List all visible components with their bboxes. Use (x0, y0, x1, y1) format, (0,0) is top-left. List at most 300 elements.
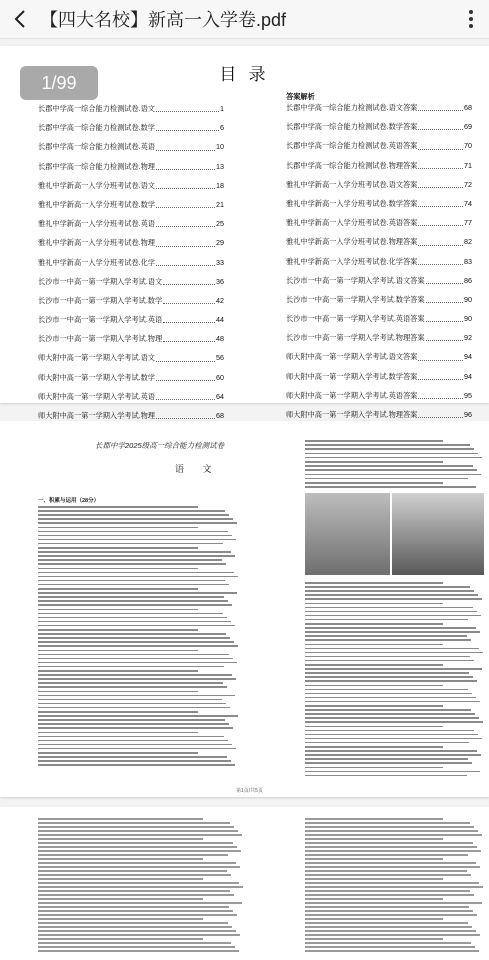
text-line (305, 709, 471, 711)
text-line (305, 838, 443, 840)
text-line (305, 693, 472, 695)
text-line (305, 676, 473, 678)
toc-leader-dots (418, 117, 463, 130)
text-line (305, 453, 478, 455)
toc-entry-page: 71 (464, 160, 472, 170)
toc-entry-page: 68 (464, 103, 472, 112)
toc-entry[interactable] (286, 252, 472, 271)
document-title: 【四大名校】新高一入学卷.pdf (40, 10, 287, 30)
text-line (38, 826, 234, 828)
text-line (38, 846, 237, 848)
text-line (305, 631, 480, 633)
text-line (38, 686, 227, 688)
text-line (305, 656, 470, 658)
toc-entry-label: 雅礼中学新高一入学分班考试卷.数学 (38, 199, 155, 209)
text-line (38, 563, 226, 565)
text-line (305, 922, 468, 924)
toc-entry-page: 13 (216, 161, 224, 171)
toc-entry[interactable] (286, 347, 472, 366)
text-line (305, 603, 443, 605)
text-line (38, 555, 235, 557)
text-line (38, 613, 223, 615)
text-line (305, 775, 467, 777)
toc-entry-label: 长郡中学高一综合能力检测试卷.英语 (38, 142, 155, 152)
text-line (305, 918, 443, 920)
text-line (38, 666, 224, 668)
toc-entry[interactable] (286, 136, 472, 155)
text-line (38, 842, 233, 844)
toc-leader-dots (156, 406, 215, 419)
toc-entry-label: 长郡中学高一综合能力检测试卷.数学 (38, 123, 155, 133)
toc-entry[interactable] (286, 175, 472, 194)
text-line (305, 771, 480, 773)
toc-leader-dots (156, 137, 215, 150)
text-line (305, 717, 479, 719)
toc-entry-page: 94 (464, 371, 472, 381)
text-line (38, 506, 198, 508)
text-line (38, 588, 198, 590)
text-line (38, 748, 236, 750)
toc-entry[interactable] (38, 137, 224, 156)
text-line (38, 760, 231, 762)
toc-entry[interactable] (38, 272, 224, 291)
toc-leader-dots (163, 291, 215, 304)
text-line (38, 870, 227, 872)
text-line (38, 830, 238, 832)
text-line (38, 559, 222, 561)
toc-entry-label: 师大附中高一第一学期入学考试.数学 (38, 372, 155, 382)
text-line (38, 711, 198, 713)
text-line (305, 926, 472, 928)
text-line (38, 934, 240, 936)
text-line (38, 930, 236, 932)
toc-entry-label: 师大附中高一第一学期入学考试.物理 (38, 411, 155, 420)
toc-leader-dots (418, 386, 463, 399)
text-line (305, 834, 482, 836)
text-line (38, 703, 226, 705)
toc-entry-label: 雅礼中学新高一入学分班考试卷.语文 (38, 180, 155, 190)
text-line (305, 906, 469, 908)
text-line (38, 584, 229, 586)
illustration-image (305, 493, 390, 575)
text-line (305, 898, 443, 900)
toc-entry[interactable] (38, 157, 224, 176)
toc-leader-dots (156, 233, 215, 246)
text-line (305, 742, 469, 744)
toc-entry-page: 86 (464, 275, 472, 285)
toc-entry-label: 雅礼中学新高一入学分班考试卷.英语 (38, 219, 155, 229)
toc-entry-label: 师大附中高一第一学期入学考试.物理答案 (286, 410, 418, 419)
toc-entry-page: 70 (464, 141, 472, 151)
text-line (38, 527, 198, 529)
toc-right-column (286, 98, 472, 424)
text-line (305, 465, 473, 467)
text-line (38, 645, 238, 647)
text-line (38, 744, 232, 746)
text-line (305, 874, 471, 876)
toc-entry[interactable] (38, 291, 224, 310)
toc-entry-page: 82 (464, 237, 472, 247)
toc-left-column (38, 99, 224, 425)
text-line (305, 738, 482, 740)
text-line (38, 874, 231, 876)
text-line (305, 680, 477, 682)
text-line (38, 699, 222, 701)
top-bar (0, 0, 489, 39)
toc-entry-label: 长沙市一中高一第一学期入学考试.语文 (38, 276, 163, 286)
text-line (305, 882, 479, 884)
toc-leader-dots (426, 271, 463, 284)
toc-entry-label: 长郡中学高一综合能力检测试卷.语文 (38, 104, 155, 113)
toc-entry-page: 42 (216, 295, 224, 305)
toc-entry-page: 64 (216, 391, 224, 401)
text-line (38, 858, 203, 860)
text-line (38, 572, 234, 574)
toc-entry-label: 长沙市一中高一第一学期入学考试.英语 (38, 315, 163, 325)
text-line (305, 689, 468, 691)
text-line (305, 478, 468, 480)
text-line (305, 672, 469, 674)
text-line (305, 854, 468, 856)
toc-leader-dots (156, 214, 215, 227)
toc-entry[interactable] (38, 233, 224, 252)
answers-heading: 答案解析 (286, 92, 315, 101)
toc-entry-label: 长沙市一中高一第一学期入学考试.物理答案 (286, 333, 425, 343)
toc-leader-dots (418, 405, 463, 418)
toc-entry[interactable] (38, 310, 224, 329)
toc-entry-label: 雅礼中学新高一入学分班考试卷.英语答案 (286, 218, 418, 228)
text-line (305, 886, 483, 888)
text-line (305, 890, 470, 892)
text-line (305, 878, 443, 880)
text-line (305, 701, 480, 703)
text-line (305, 894, 474, 896)
toc-entry-page: 1 (220, 104, 224, 113)
text-line (38, 818, 203, 820)
text-line (38, 510, 225, 512)
toc-entry-page: 77 (464, 218, 472, 228)
text-line (38, 910, 233, 912)
toc-leader-dots (418, 347, 463, 360)
text-line (38, 674, 232, 676)
text-line (305, 730, 474, 732)
text-line (305, 652, 483, 654)
toc-entry[interactable] (38, 195, 224, 214)
text-line (38, 894, 234, 896)
text-line (38, 682, 223, 684)
toc-entry[interactable] (286, 367, 472, 386)
toc-leader-dots (418, 175, 463, 188)
chevron-left-icon (13, 9, 27, 29)
toc-entry-label: 长沙市一中高一第一学期入学考试.数学答案 (286, 294, 425, 304)
toc-entry-page: 68 (216, 411, 224, 420)
toc-entry-label: 长沙市一中高一第一学期入学考试.数学 (38, 295, 163, 305)
text-line (38, 854, 228, 856)
text-line (38, 942, 231, 944)
text-line (38, 621, 231, 623)
text-line (38, 922, 228, 924)
toc-entry-page: 56 (216, 353, 224, 363)
toc-entry-label: 师大附中高一第一学期入学考试.数学答案 (286, 371, 418, 381)
text-line (38, 592, 237, 594)
back-button[interactable] (0, 0, 40, 38)
text-line (305, 635, 467, 637)
toc-entry[interactable] (286, 194, 472, 213)
toc-entry-page: 72 (464, 179, 472, 189)
text-line (305, 590, 474, 592)
text-line (305, 607, 473, 609)
toc-leader-dots (418, 98, 463, 111)
text-line (305, 457, 482, 459)
text-line (38, 918, 203, 920)
text-line (305, 822, 470, 824)
toc-entry[interactable] (38, 214, 224, 233)
text-line (305, 870, 467, 872)
toc-entry[interactable] (38, 368, 224, 387)
text-line (305, 930, 476, 932)
text-line (305, 846, 477, 848)
toc-entry[interactable] (286, 290, 472, 309)
text-line (305, 713, 475, 715)
text-line (305, 685, 443, 687)
text-line (38, 715, 238, 717)
text-line (305, 582, 443, 584)
text-line (305, 862, 476, 864)
text-line (38, 890, 230, 892)
toc-leader-dots (156, 99, 219, 112)
text-line (38, 518, 233, 520)
text-line (305, 469, 477, 471)
text-line (38, 678, 236, 680)
toc-entry-label: 雅礼中学新高一入学分班考试卷.化学 (38, 257, 155, 267)
text-line (305, 697, 476, 699)
toc-leader-dots (418, 367, 463, 380)
toc-entry-page: 18 (216, 180, 224, 190)
toc-entry[interactable] (286, 213, 472, 232)
text-line (38, 866, 240, 868)
toc-entry-label: 长郡中学高一综合能力检测试卷.语文答案 (286, 103, 418, 112)
toc-leader-dots (156, 387, 215, 400)
text-line (305, 830, 478, 832)
toc-entry-page: 92 (464, 333, 472, 343)
text-line (38, 764, 235, 766)
text-line (38, 740, 228, 742)
text-line (38, 617, 227, 619)
toc-entry[interactable] (286, 232, 472, 251)
text-line (305, 444, 470, 446)
toc-title: 目 录 (219, 65, 270, 84)
text-line (38, 834, 242, 836)
text-line (38, 723, 229, 725)
text-line (38, 629, 198, 631)
toc-entry-page: 48 (216, 334, 224, 344)
toc-leader-dots (426, 328, 463, 341)
toc-entry-page: 44 (216, 315, 224, 325)
text-line (305, 644, 443, 646)
text-line (38, 707, 230, 709)
exam-subject: 语 文 (175, 464, 220, 474)
text-line (38, 732, 198, 734)
text-line (38, 850, 241, 852)
text-line (38, 878, 203, 880)
text-line (38, 514, 229, 516)
text-line (305, 866, 480, 868)
toc-entry[interactable] (286, 328, 472, 347)
toc-leader-dots (418, 252, 463, 265)
text-line (38, 609, 198, 611)
text-line (38, 568, 198, 570)
more-vertical-icon (469, 10, 473, 28)
text-line (305, 705, 443, 707)
text-line (305, 623, 443, 625)
text-line (38, 914, 237, 916)
toc-entry-page: 6 (220, 123, 224, 133)
text-line (305, 910, 473, 912)
text-line (38, 535, 232, 537)
text-line (38, 633, 226, 635)
toc-entry-label: 长郡中学高一综合能力检测试卷.物理 (38, 161, 155, 171)
toc-entry-label: 雅礼中学新高一入学分班考试卷.语文答案 (286, 179, 418, 189)
toc-entry[interactable] (286, 98, 472, 117)
text-line (38, 531, 228, 533)
toc-entry-page: 29 (216, 238, 224, 248)
section-heading: 一、积累与运用（28分） (38, 498, 100, 504)
exam-header: 长郡中学2025级高一综合能力检测试卷 (95, 441, 225, 450)
text-line (38, 641, 234, 643)
text-line (305, 474, 481, 476)
toc-entry[interactable] (286, 271, 472, 290)
toc-leader-dots (418, 156, 463, 169)
text-line (38, 662, 237, 664)
toc-entry-page: 60 (216, 372, 224, 382)
text-line (38, 576, 238, 578)
toc-entry[interactable] (38, 118, 224, 137)
toc-entry[interactable] (38, 176, 224, 195)
toc-entry[interactable] (38, 387, 224, 406)
text-line (305, 615, 481, 617)
text-line (305, 746, 443, 748)
text-line (38, 691, 198, 693)
text-line (305, 950, 479, 952)
text-line (38, 902, 242, 904)
text-line (38, 926, 232, 928)
text-line (305, 842, 473, 844)
toc-entry-label: 师大附中高一第一学期入学考试.英语答案 (286, 390, 418, 400)
toc-entry-label: 雅礼中学新高一入学分班考试卷.物理答案 (286, 237, 418, 247)
toc-entry-label: 雅礼中学新高一入学分班考试卷.物理 (38, 238, 155, 248)
toc-entry-page: 36 (216, 276, 224, 286)
toc-leader-dots (156, 253, 215, 266)
toc-entry[interactable] (38, 253, 224, 272)
more-button[interactable] (453, 0, 489, 38)
toc-entry-label: 师大附中高一第一学期入学考试.语文答案 (286, 352, 418, 362)
toc-entry-page: 33 (216, 257, 224, 267)
toc-entry[interactable] (286, 156, 472, 175)
text-line (305, 586, 470, 588)
text-line (38, 654, 229, 656)
toc-entry-page: 96 (464, 410, 472, 419)
text-line (305, 767, 443, 769)
toc-entry[interactable] (286, 386, 472, 405)
text-line (305, 762, 472, 764)
text-line (305, 758, 468, 760)
toc-entry-label: 长郡中学高一综合能力检测试卷.物理答案 (286, 160, 418, 170)
text-line (38, 539, 236, 541)
text-line (305, 660, 474, 662)
toc-entry-label: 长郡中学高一综合能力检测试卷.英语答案 (286, 141, 418, 151)
text-line (305, 818, 443, 820)
toc-leader-dots (163, 329, 215, 342)
illustration-image (392, 493, 484, 575)
text-line (305, 461, 443, 463)
text-line (305, 648, 479, 650)
toc-entry-page: 10 (216, 142, 224, 152)
toc-leader-dots (163, 310, 215, 323)
text-line (305, 611, 477, 613)
text-line (38, 906, 229, 908)
text-line (305, 750, 477, 752)
toc-entry[interactable] (38, 99, 224, 118)
text-line (305, 826, 474, 828)
text-line (305, 627, 476, 629)
toc-leader-dots (418, 194, 463, 207)
toc-entry-page: 25 (216, 219, 224, 229)
text-line (38, 736, 224, 738)
text-line (38, 882, 239, 884)
toc-leader-dots (156, 348, 215, 361)
toc-leader-dots (418, 232, 463, 245)
text-line (38, 637, 230, 639)
toc-entry[interactable] (286, 309, 472, 328)
text-line (38, 625, 235, 627)
toc-entry-label: 长郡中学高一综合能力检测试卷.数学答案 (286, 122, 418, 132)
text-line (38, 950, 239, 952)
toc-entry-label: 长沙市一中高一第一学期入学考试.英语答案 (286, 314, 425, 324)
toc-leader-dots (163, 272, 215, 285)
text-line (38, 898, 203, 900)
page-indicator: 1/99 (20, 66, 98, 100)
text-line (305, 934, 480, 936)
page-footer: 第1页/共5页 (236, 788, 263, 794)
text-line (38, 938, 203, 940)
text-line (305, 946, 475, 948)
toc-entry-page: 95 (464, 390, 472, 400)
toc-entry-page: 90 (464, 294, 472, 304)
text-line (305, 726, 443, 728)
text-line (305, 619, 468, 621)
text-line (305, 721, 483, 723)
text-line (305, 754, 481, 756)
toc-entry[interactable] (38, 348, 224, 367)
text-line (305, 858, 443, 860)
toc-entry-page: 90 (464, 314, 472, 324)
toc-entry-label: 师大附中高一第一学期入学考试.英语 (38, 391, 155, 401)
toc-leader-dots (156, 176, 215, 189)
toc-leader-dots (156, 157, 215, 170)
text-line (305, 668, 482, 670)
text-line (38, 604, 232, 606)
toc-leader-dots (418, 136, 463, 149)
toc-entry[interactable] (38, 329, 224, 348)
text-line (305, 734, 478, 736)
toc-entry[interactable] (286, 117, 472, 136)
text-line (305, 482, 443, 484)
text-line (38, 822, 230, 824)
text-line (38, 719, 225, 721)
toc-entry-label: 雅礼中学新高一入学分班考试卷.化学答案 (286, 256, 418, 266)
text-line (38, 580, 225, 582)
text-line (38, 547, 198, 549)
